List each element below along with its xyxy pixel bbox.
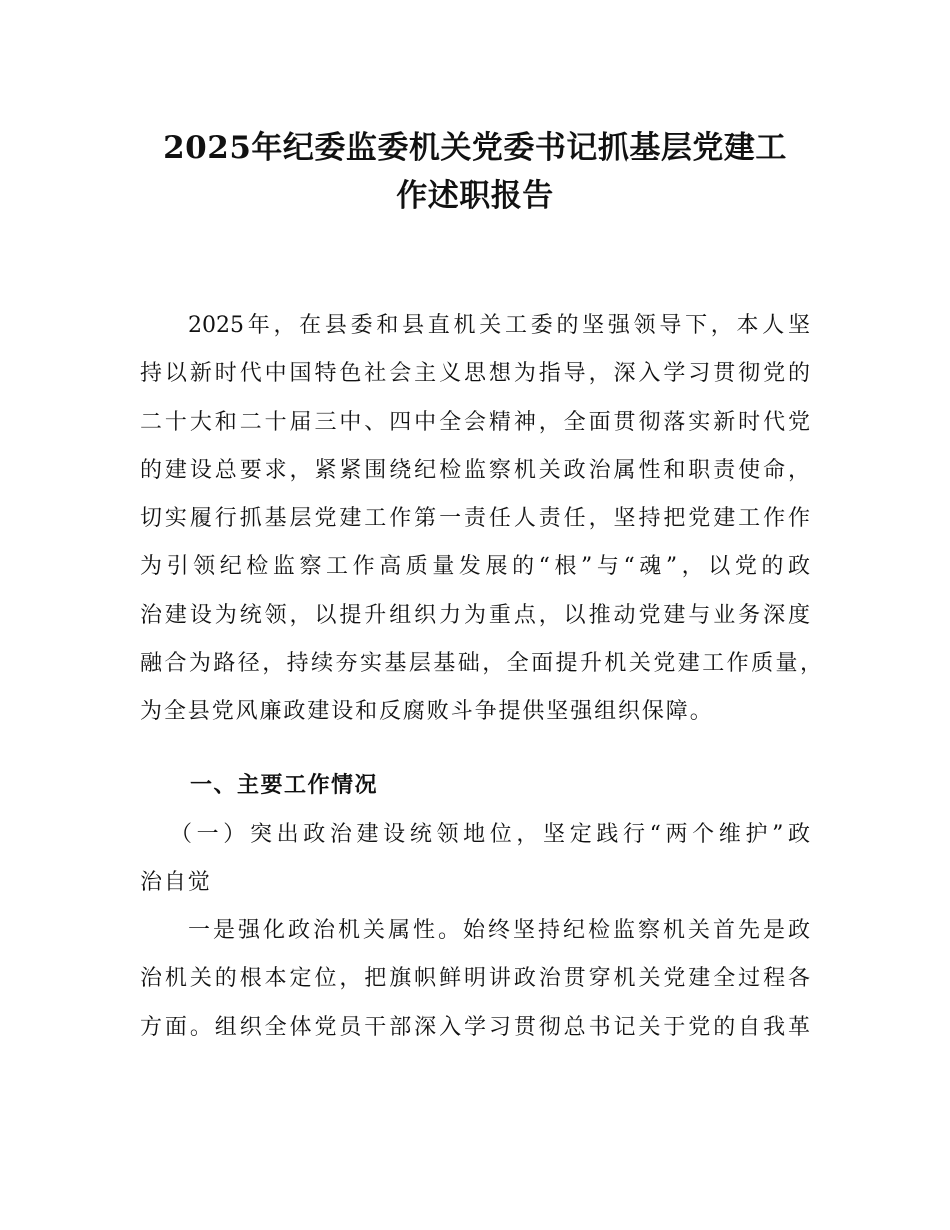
document-title-line-2: 作述职报告 — [396, 178, 554, 214]
paragraph-line: 治机关的根本定位，把旗帜鲜明讲政治贯穿机关党建全过程各 — [140, 966, 810, 991]
intro-line: 2025年，在县委和县直机关工委的坚强领导下，本人坚 — [188, 313, 810, 338]
intro-line: 二十大和二十届三中、四中全会精神，全面贯彻落实新时代党 — [140, 410, 810, 435]
intro-line: 的建设总要求，紧紧围绕纪检监察机关政治属性和职责使命， — [140, 458, 810, 483]
intro-line: 切实履行抓基层党建工作第一责任人责任，坚持把党建工作作 — [140, 506, 810, 531]
subsection-heading-line: 治自觉 — [140, 870, 212, 895]
paragraph-line: 方面。组织全体党员干部深入学习贯彻总书记关于党的自我革 — [140, 1015, 810, 1040]
intro-line: 为引领纪检监察工作高质量发展的“根”与“魂”，以党的政 — [140, 554, 810, 579]
intro-line: 为全县党风廉政建设和反腐败斗争提供坚强组织保障。 — [140, 699, 714, 724]
subsection-heading-line: （一）突出政治建设统领地位，坚定践行“两个维护”政 — [170, 822, 810, 847]
paragraph-line: 一是强化政治机关属性。始终坚持纪检监察机关首先是政 — [188, 918, 810, 943]
intro-line: 持以新时代中国特色社会主义思想为指导，深入学习贯彻党的 — [140, 361, 810, 386]
document-title-line-1: 2025年纪委监委机关党委书记抓基层党建工 — [163, 130, 787, 166]
section-heading: 一、主要工作情况 — [190, 773, 379, 798]
intro-line: 融合为路径，持续夯实基层基础，全面提升机关党建工作质量， — [140, 651, 822, 676]
intro-line: 治建设为统领，以提升组织力为重点，以推动党建与业务深度 — [140, 603, 810, 628]
